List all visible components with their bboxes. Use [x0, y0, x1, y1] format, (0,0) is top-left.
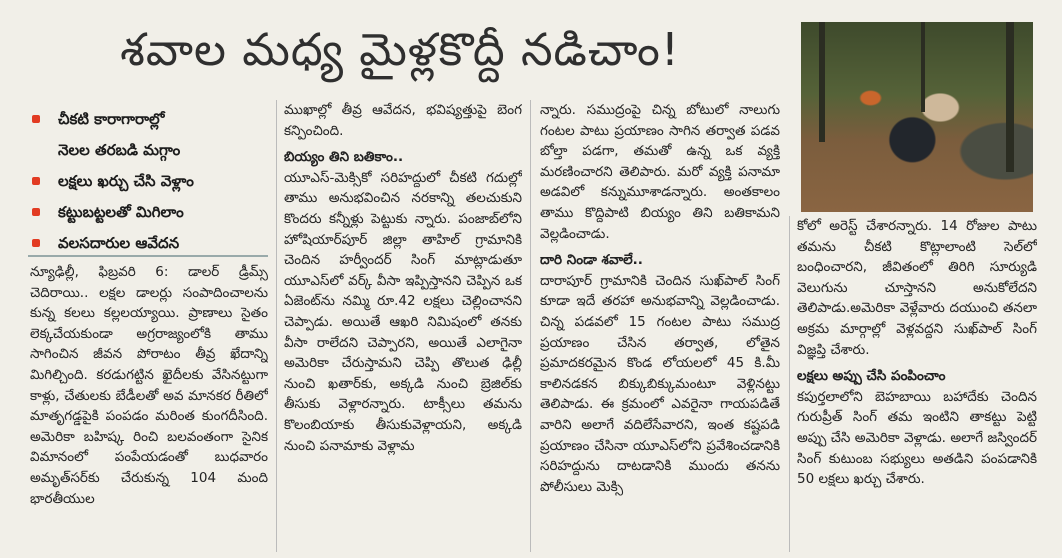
highlight-item: [30, 135, 266, 166]
column-rule: [530, 100, 531, 552]
highlight-item: [30, 197, 266, 228]
highlight-text: లక్షలు ఖర్చు చేసి వెళ్లాం: [58, 172, 194, 190]
column-rule: [276, 100, 277, 552]
highlight-text: చీకటి కారాగారాల్లో: [58, 110, 165, 128]
article-column-2: [284, 100, 522, 552]
paragraph: కోలో అరెస్ట్ చేశారన్నారు. 14 రోజుల పాటు తమను చీకటి కొట్లాలాంటి సెల్‌లో బంధించారని, జీవితంలో తిరిగి సూర్యుడి వెలుగును చూస్తానని అనుకోలేదని తెలిపాడు.అమెరికా వెళ్లేవారు దయుంచి తనలా అక్రమ మార్గాల్లో వెళ్లవద్దని సుఖ్‌పాల్ సింగ్ విజ్ఞప్తి చేశారు.: [797, 218, 1037, 358]
paragraph: కపుర్తలాలోని బెహబాయి బహాదేకు చెందిన గురుప్రీత్ సింగ్ తమ ఇంటిని తాకట్టు పెట్టి అప్పు చేసి అమెరికా వెళ్లాడు. అలాగే జస్విందర్ సింగ్ కుటుంబ సభ్యులు అతడిని పంపడానికి 50 లక్షలు ఖర్చు చేశారు.: [797, 388, 1037, 488]
bullet-icon: [32, 177, 40, 185]
subheading: బియ్యం తిని బతికాం..: [284, 149, 404, 166]
article-column-3: [540, 100, 780, 552]
article-headline: శవాల మధ్య మైళ్లకొద్దీ నడిచాం!: [120, 23, 680, 76]
bullet-icon: [32, 239, 40, 247]
highlight-text: వలసదారుల ఆవేదన: [58, 234, 180, 252]
news-photo: [801, 22, 1033, 212]
paragraph: న్యూఢిల్లీ, ఫిబ్రవరి 6: డాలర్ డ్రీమ్స్ చెదిరాయి.. లక్షల డాలర్లు సంపాదించాలను కున్న కలలు కల్లలయ్యాయి. ప్రాణాలు సైతం లెక్కచేయకుండా అగ్రరాజ్యంలోకి తాము సాగించిన జీవన పోరాటం తీవ్ర ఖేదాన్ని మిగిల్చింది. కరడుగట్టిన ఖైదీలకు వేసినట్టుగా కాళ్లు, చేతులకు బేడీలతో అవ మానకర రీతిలో మాతృగడ్డపైకి పంపడం మరింత కుంగదీసింది. అమెరికా బహిష్క రించి బలవంతంగా సైనిక విమానంలో పంపేయడంతో బుధవారం అమృత్‌సర్‌కు చేరుకున్న 104 మంది భారతీయుల: [30, 264, 268, 507]
article-column-1: [30, 262, 268, 552]
subheading: లక్షలు అప్పు చేసి పంపించాం: [797, 368, 946, 385]
paragraph: ముఖాల్లో తీవ్ర ఆవేదన, భవిష్యత్తుపై బెంగ కన్పించింది.: [284, 102, 522, 139]
subheading: దారి నిండా శవాలే..: [540, 252, 643, 269]
paragraph: దారాపూర్ గ్రామానికి చెందిన సుఖ్‌పాల్ సింగ్ కూడా ఇదే తరహా అనుభవాన్ని వెల్లడించాడు. చిన్న పడవలో 15 గంటల పాటు సముద్ర ప్రయాణం చేసిన తర్వాత, లోతైన ప్రమాదకరమైన కొండ లోయలలో 45 కి.మీ కాలినడకన బిక్కుబిక్కుమంటూ వెళ్లినట్టు తెలిపాడు. ఈ క్రమంలో ఎవరైనా గాయపడితే వారిని అలాగే వదిలేసేవారని, ఇంత కష్టపడి ప్రయాణం చేసినా యూఎస్‌లోని ప్రవేశించడానికి సరిహద్దును దాటడానికి ముందు తనను పోలీసులు మెక్సి: [540, 272, 780, 495]
highlight-item: [30, 166, 266, 197]
highlight-text: నెలల తరబడి మగ్గాం: [58, 141, 181, 159]
bullet-icon: [32, 208, 40, 216]
paragraph: యూఎస్-మెక్సికో సరిహద్దులో చీకటి గదుల్లో తాము అనుభవించిన నరకాన్ని తలచుకుని కొందరు కన్నీళ్లు పెట్టుకు న్నారు. పంజాబ్‌లోని హోషియార్‌పూర్ జిల్లా తాహిల్ గ్రామానికి చెందిన హర్వీందర్ సింగ్ మాట్లాడుతూ యూఎస్‌లో వర్క్ వీసా ఇప్పిస్తానని చెప్పిన ఒక ఏజెంట్‌ను నమ్మి రూ.42 లక్షలు చెల్లించానని చెప్పాడు. అయితే ఆఖరి నిమిషంలో తనకు వీసా రాలేదని చెప్పారని, అయితే ఎలాగైనా అమెరికా చేరుస్తామని చెప్పి తొలుత ఢిల్లీ నుంచి ఖతార్‌కు, అక్కడి నుంచి బ్రెజిల్‌కు తీసుకు వెళ్లారన్నారు. టాక్సీలు తమను కొలంబియాకు తీసుకువెళ్లాయని, అక్కడి నుంచి పనామాకు వెళ్లామ: [284, 169, 522, 454]
paragraph: న్నారు. సముద్రంపై చిన్న బోటులో నాలుగు గంటల పాటు ప్రయాణం సాగిన తర్వాత పడవ బోల్తా పడగా, తమతో ఉన్న ఒక వ్యక్తి మరణించారని తెలిపారు. మరో వ్యక్తి పనామా అడవిలో కన్నుమూశాడన్నారు. అంతకాలం తాము కొద్దిపాటి బియ్యం తిని బతికామని వెల్లడించాడు.: [540, 102, 780, 242]
bullet-icon: [32, 115, 40, 123]
photo-tree-trunk: [1006, 22, 1014, 172]
highlights-divider: [28, 255, 268, 257]
highlight-item: [30, 104, 266, 135]
photo-tree-trunk: [819, 22, 825, 142]
highlights-box: [30, 104, 266, 259]
photo-tree-trunk: [921, 22, 925, 112]
article-column-4: [797, 216, 1037, 552]
highlight-text: కట్టుబట్టలతో మిగిలాం: [58, 203, 184, 221]
column-rule: [789, 216, 790, 552]
